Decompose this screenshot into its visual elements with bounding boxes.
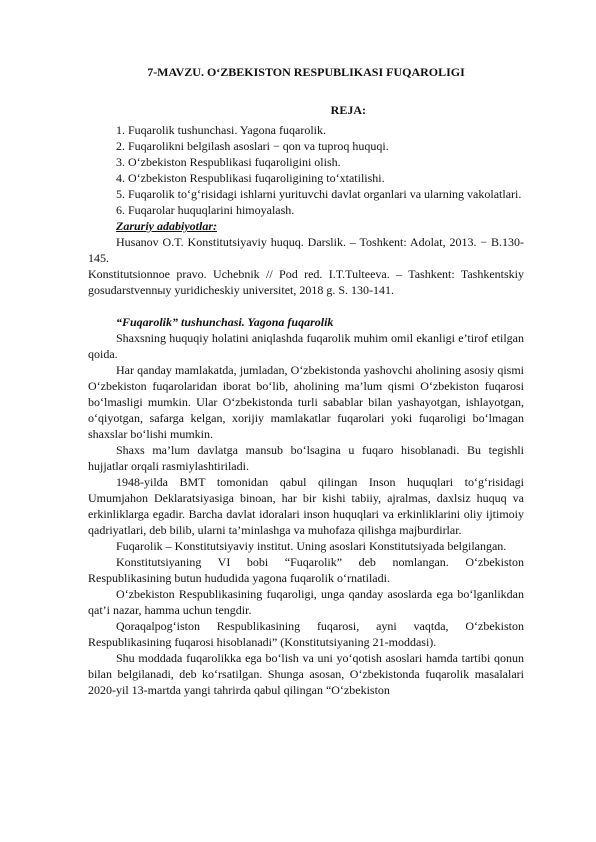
body-paragraph: Qoraqalpog‘iston Respublikasining fuqarosi, ayni vaqtda, O‘zbekiston Respublikasining fuqarosi hisoblanadi” (Konstitutsiyaning 21-moddasi). bbox=[88, 619, 524, 649]
body-paragraph: Fuqarolik – Konstitutsiyaviy institut. Uning asoslari Konstitutsiyada belgilangan. bbox=[116, 539, 507, 553]
body-paragraph: Shaxs ma’lum davlatga mansub bo‘lsagina u fuqaro hisoblanadi. Bu tegishli hujjatlar orqali rasmiylashtiriladi. bbox=[88, 443, 524, 473]
plan-item: 4. O‘zbekiston Respublikasi fuqaroligining to‘xtatilishi. bbox=[116, 171, 385, 185]
plan-item: 3. O‘zbekiston Respublikasi fuqaroligini olish. bbox=[116, 155, 341, 169]
body-paragraph: O‘zbekiston Respublikasining fuqaroligi, unga qanday asoslarda ega bo‘lganlikdan qat’i nazar, hamma uchun tengdir. bbox=[88, 587, 524, 617]
literature-item: Konstitutsionnoe pravo. Uchebnik // Pod red. I.T.Tulteeva. – Tashkent: Tashkentskiy gosudarstvennыy yuridicheskiy universitet, 2018 g. S. 130-141. bbox=[88, 267, 524, 297]
body-paragraph: Shu moddada fuqarolikka ega bo‘lish va uni yo‘qotish asoslari hamda tartibi qonun bilan belgilanadi, deb ko‘rsatilgan. Shunga asosan, O‘zbekistonda fuqarolik masalalari 2020-yil 13-martda yangi tahrirda qabul qilingan “O‘zbekiston bbox=[88, 651, 524, 697]
spacer bbox=[88, 298, 524, 314]
page-title: 7-MAVZU. O‘ZBEKISTON RESPUBLIKASI FUQAROLIGI bbox=[147, 65, 465, 79]
plan-item: 1. Fuqarolik tushunchasi. Yagona fuqarolik. bbox=[116, 123, 326, 137]
plan-label: REJA: bbox=[330, 103, 366, 117]
plan-item: 6. Fuqarolar huquqlarini himoyalash. bbox=[116, 203, 295, 217]
body-paragraph: Konstitutsiyaning VI bobi “Fuqarolik” deb nomlangan. O‘zbekiston Respublikasining butun hududida yagona fuqarolik o‘rnatiladi. bbox=[88, 555, 524, 585]
body-paragraph: 1948-yilda BMT tomonidan qabul qilingan Inson huquqlari to‘g‘risidagi Umumjahon Deklaratsiyasiga binoan, har bir kishi tabiiy, ajralmas, daxlsiz huquq va erkinliklarga egadir. Barcha davlat idoralari inson huquqlari va erkinliklarini oliy ijtimoiy qadriyatlari, deb bilib, ularni ta’minlashga va muhofaza qilishga majburdirlar. bbox=[88, 475, 524, 537]
plan-item: 2. Fuqarolikni belgilash asoslari − qon va tuproq huquqi. bbox=[116, 139, 389, 153]
plan-item: 5. Fuqarolik to‘g‘risidagi ishlarni yurituvchi davlat organlari va ularning vakolatlari. bbox=[116, 187, 522, 201]
body-paragraph: Shaxsning huquqiy holatini aniqlashda fuqarolik muhim omil ekanligi e’tirof etilgan qoida. bbox=[88, 331, 524, 361]
literature-item: Husanov O.T. Konstitutsiyaviy huquq. Darslik. – Toshkent: Adolat, 2013. − B.130-145. bbox=[88, 235, 524, 265]
literature-heading: Zaruriy adabiyotlar: bbox=[116, 219, 217, 233]
body-paragraph: Har qanday mamlakatda, jumladan, O‘zbekistonda yashovchi aholining asosiy qismi O‘zbekiston fuqarolaridan iborat bo‘lib, aholining ma’lum qismi O‘zbekiston fuqarosi bo‘lmasligi mumkin. Ular O‘zbekistonda turli sabablar bilan yashayotgan, ishlayotgan, o‘qiyotgan, safarga kelgan, xorijiy mamlakatlar fuqarolari yoki fuqaroligi bo‘lmagan shaxslar bo‘lishi mumkin. bbox=[88, 363, 524, 441]
section-heading: “Fuqarolik” tushunchasi. Yagona fuqarolik bbox=[116, 315, 334, 329]
